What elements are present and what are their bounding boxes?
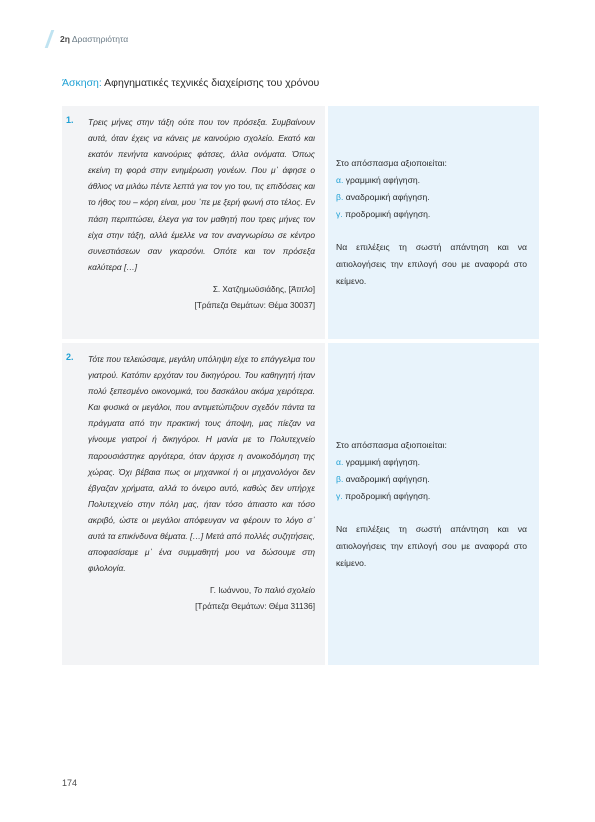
- passage-box: [62, 343, 325, 665]
- spacer: [336, 223, 527, 239]
- passage-text: Τότε που τελειώσαμε, μεγάλη υπόληψη είχε το επάγγελμα του γιατρού. Κατόπιν ερχόταν του δικηγόρου. Του καθηγητή ήταν πολύ ξεπεσμένο οικονομικά, του δασκάλου ακόμα χειρότερα. Και φυσικά οι μεγάλοι, που αντιμετώπιζουν σχεδόν πάντα τα πράγματα από την πρακτική τους άποψη, μας πίεζαν να γίνουμε γιατροί ή δικηγόροι. Η μανία με το Πολυτεχνείο παρουσιάστηκε αργότερα, όταν άρχισε η ανοικοδόμηση της χώρας. Όχι βέβαια πως οι μηχανικοί ή οι μηχανολόγοι δεν έβγαζαν χρήματα, αλλά το όνειρο αυτό, καθώς δεν υπήρχε Πολυτεχνείο στην πόλη μας, ήταν τόσο άπιαστο και τόσο ακριβό, ώστε οι μεγάλοι απόφευγαν να φέρουν το λόγο σ᾽ αυτά τα επικίνδυνα θέματα. […] Μετά από πολλές συζητήσεις, αποφασίσαμε μ᾽ ένα συμμαθητή μου να δώσουμε στη φιλολογία.: [88, 354, 315, 574]
- option-text: προδρομική αφήγηση.: [345, 209, 431, 219]
- option-b: [336, 189, 527, 206]
- passage-source: Σ. Χατζημωϋσιάδης, [Άτιτλο] [Τράπεζα Θεμάτων: Θέμα 30037]: [194, 284, 315, 310]
- question-box: [328, 343, 539, 665]
- spacer: [336, 505, 527, 521]
- option-text: αναδρομική αφήγηση.: [345, 192, 430, 202]
- header-decor-slash: [45, 30, 55, 48]
- exercise-label: Άσκηση:: [62, 77, 102, 89]
- option-text: γραμμική αφήγηση.: [345, 456, 421, 467]
- chapter-title: Δραστηριότητα: [71, 34, 129, 44]
- source-work: Άτιτλο: [290, 284, 313, 294]
- option-letter: β.: [336, 192, 344, 202]
- option-c: [336, 206, 527, 223]
- exercise-number: 1.: [66, 115, 74, 125]
- passage-text: Τρεις μήνες στην τάξη ούτε που τον πρόσεξα. Συμβαίνουν αυτά, όταν έχεις να κάνεις με καινούριο σχολείο. Εκατό και εκατόν πενήντα καινούριες φάτσες, άλλα ονόματα. Όπως εκείνη τη φορά στην ενημέρωση γονέων. Που μ᾽ άφησε ο άθλιος να μιλάω πέντε λεπτά για τον γιο του, τις επιδόσεις και το ήθος του – κόρη είναι, μου ᾽πε με ξερή φωνή στο τέλος. Εν πάση περιπτώσει, έλεγα για τον μαθητή που τρεις μήνες τον είχα στην τάξη, αλλά έμελλε να τον αναγνωρίσω σε κέντρο συνεστιάσεων σαν γκαρσόνι. Οπότε και τον πρόσεξα καλύτερα […]: [88, 117, 315, 272]
- running-header: [60, 34, 128, 44]
- source-author: Γ. Ιωάννου,: [210, 586, 254, 596]
- option-letter: α.: [336, 175, 344, 185]
- option-a: [336, 454, 527, 471]
- page-number: 174: [62, 778, 78, 788]
- question-intro: Στο απόσπασμα αξιοποιείται:: [336, 439, 447, 450]
- question-box: [328, 106, 539, 339]
- option-letter: γ.: [336, 209, 343, 219]
- instruction-text: Να επιλέξεις τη σωστή απάντηση και να αιτιολογήσεις την επιλογή σου με αναφορά στο κείμενο.: [336, 242, 527, 286]
- option-a: [336, 172, 527, 189]
- option-text: γραμμική αφήγηση.: [345, 175, 421, 185]
- exercise-title: [62, 77, 319, 89]
- exercise-row-2: [62, 343, 539, 665]
- option-letter: β.: [336, 473, 344, 484]
- question-intro: Στο απόσπασμα αξιοποιείται:: [336, 158, 447, 168]
- passage-box: [62, 106, 325, 339]
- exercise-row-1: [62, 106, 539, 339]
- option-c: [336, 488, 527, 505]
- exercise-number: 2.: [66, 352, 74, 362]
- option-text: αναδρομική αφήγηση.: [345, 473, 430, 484]
- option-letter: α.: [336, 456, 344, 467]
- option-text: προδρομική αφήγηση.: [345, 490, 431, 501]
- source-work: Το παλιό σχολείο: [253, 586, 315, 596]
- instruction-text: Να επιλέξεις τη σωστή απάντηση και να αιτιολογήσεις την επιλογή σου με αναφορά στο κείμενο.: [336, 523, 527, 568]
- passage-source: [88, 583, 315, 615]
- exercise-heading: Αφηγηματικές τεχνικές διαχείρισης του χρόνου: [104, 77, 320, 89]
- option-letter: γ.: [336, 490, 343, 501]
- source-reference: [Τράπεζα Θεμάτων: Θέμα 30037]: [194, 300, 315, 310]
- option-b: [336, 471, 527, 488]
- chapter-number: 2η: [60, 34, 70, 44]
- source-reference: [Τράπεζα Θεμάτων: Θέμα 31136]: [195, 602, 315, 612]
- source-author: Σ. Χατζημωϋσιάδης,: [212, 284, 289, 294]
